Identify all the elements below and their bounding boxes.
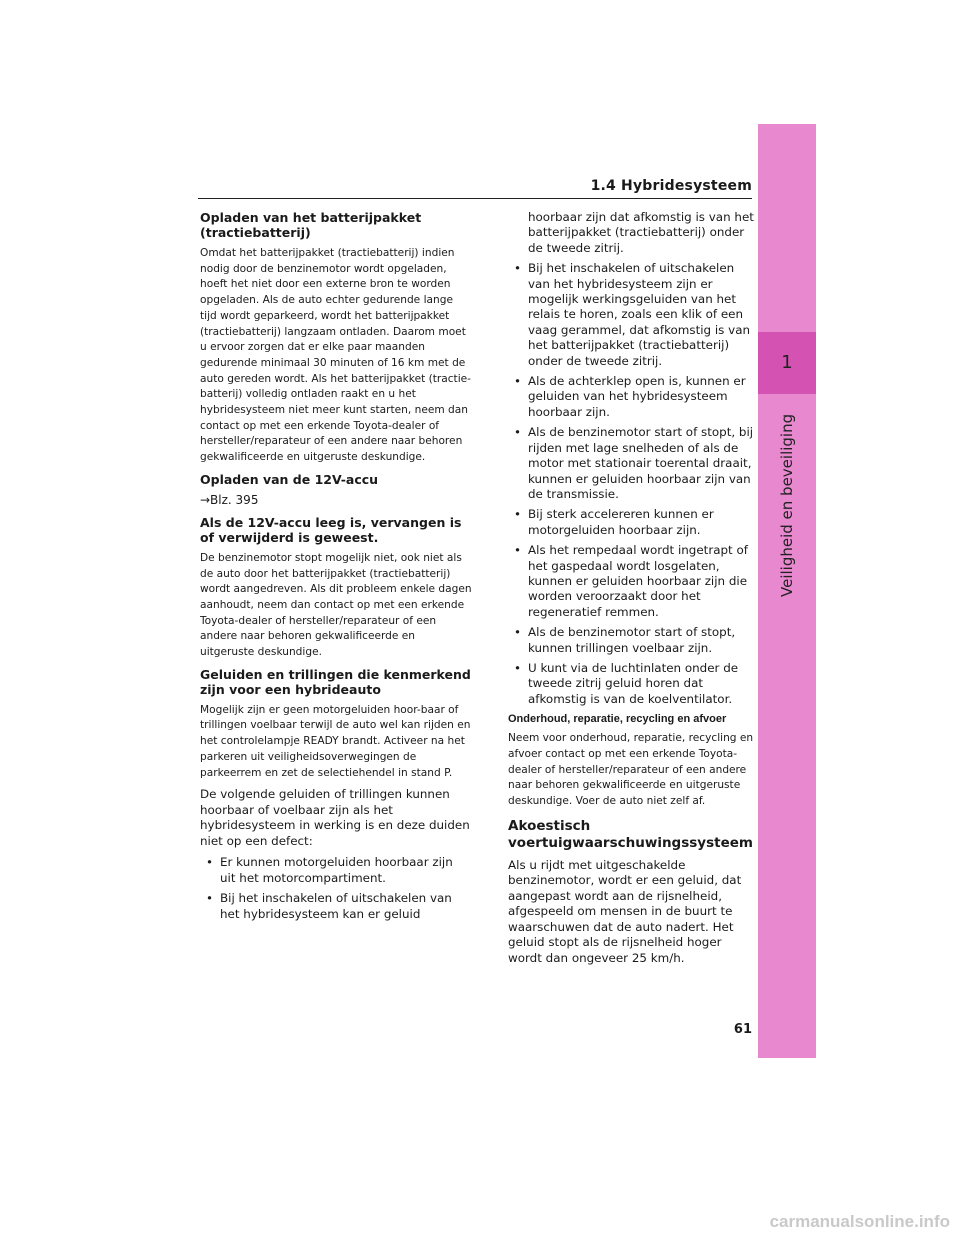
section-header: 1.4 Hybridesysteem	[590, 178, 752, 194]
page-reference: →Blz. 395	[200, 492, 259, 507]
paragraph-12v-battery-empty: De benzinemotor stopt mogelijk niet, ook niet als de auto door het batterijpakket (tractiebatterij) wordt aangedreven. Als dit probleem enkele dagen aanhoudt, neem dan contact op met een erkende Toyota-dealer of hersteller/reparateur of een andere naar behoren gekwalificeerde en uitgeruste deskundige.	[200, 551, 472, 659]
heading-12v-battery-empty: Als de 12V-accu leeg is, vervangen is of verwijderd is geweest.	[200, 514, 462, 545]
list-item: • Als de benzinemotor start of stopt, bij rijden met lage snelheden of als de motor met stationair toerental draait, kunnen er geluiden hoorbaar zijn van de transmissie.	[508, 425, 754, 502]
left-column	[200, 210, 472, 927]
heading-maintenance: Onderhoud, reparatie, recycling en afvoer	[508, 713, 727, 726]
chapter-side-tab	[758, 124, 816, 1058]
paragraph-sounds-intro: De volgende geluiden of trillingen kunnen hoorbaar of voelbaar zijn als het hybridesysteem in werking is en deze duiden niet op een defect:	[200, 787, 470, 848]
heading-charging-traction-battery: Opladen van het batterijpakket (tractiebatterij)	[200, 210, 422, 240]
paragraph-acoustic-warning-system: Als u rijdt met uitgeschakelde benzinemotor, wordt er een geluid, dat aangepast wordt aan de rijsnelheid, afgespeeld om mensen in de buurt te waarschuwen dat de auto nadert. Het geluid stopt als de rijsnelheid hoger wordt dan ongeveer 25 km/h.	[508, 857, 742, 965]
list-item: • Bij het inschakelen of uitschakelen van het hybridesysteem zijn er mogelijk werkingsgeluiden van het relais te horen, zoals een klik of een vaag gerammel, dat afkomstig is van het batterijpakket (tractiebatterij) onder de tweede zitrij.	[508, 261, 754, 369]
list-item: • Als het rempedaal wordt ingetrapt of het gaspedaal wordt losgelaten, kunnen er geluiden hoorbaar zijn die worden veroorzaakt door het regeneratief remmen.	[508, 543, 754, 620]
paragraph-charging-traction-battery: Omdat het batterijpakket (tractiebatterij) indien nodig door de benzinemotor wordt opgeladen, hoeft het niet door een externe bron te worden opgeladen. Als de auto echter gedurende lange tijd wordt geparkeerd, wordt het batterijpakket (tractiebatterij) langzaam ontladen. Daarom moet u ervoor zorgen dat er elke paar maanden gedurende minimaal 30 minuten of 16 km met de auto gereden wordt. Als het batterijpakket (tractie-batterij) volledig ontladen raakt en u het hybridesysteem niet meer kunt starten, neem dan contact op met een erkende Toyota-dealer of hersteller/reparateur of een andere naar behoren gekwalificeerde en uitgeruste deskundige.	[200, 247, 471, 464]
paragraph-maintenance: Neem voor onderhoud, reparatie, recycling en afvoer contact op met een erkende Toyota-dealer of hersteller/reparateur of een andere naar behoren gekwalificeerde en uitgeruste deskundige. Voer de auto niet zelf af.	[508, 732, 754, 807]
chapter-label: Veiligheid en beveiliging	[778, 414, 796, 598]
list-item: • Bij sterk accelereren kunnen er motorgeluiden hoorbaar zijn.	[508, 507, 754, 538]
sounds-list-right	[508, 261, 754, 707]
sounds-list-left	[200, 855, 472, 922]
paragraph-sounds-note: Mogelijk zijn er geen motorgeluiden hoor-baar of trillingen voelbaar terwijl de auto wel kan rijden en het controlelampje READY brandt. Activeer na het parkeren uit veiligheidsoverwegingen de parkeerrem en zet de selectiehendel in stand P.	[200, 703, 471, 779]
list-item: • Bij het inschakelen of uitschakelen van het hybridesysteem kan er geluid	[200, 891, 472, 922]
heading-charging-12v-battery: Opladen van de 12V-accu	[200, 471, 379, 487]
right-column	[508, 210, 754, 972]
list-item: • Er kunnen motorgeluiden hoorbaar zijn uit het motorcompartiment.	[200, 855, 472, 886]
heading-acoustic-warning-system: Akoestisch voertuigwaarschuwingssysteem	[508, 817, 753, 851]
list-item: • Als de achterklep open is, kunnen er geluiden van het hybridesysteem hoorbaar zijn.	[508, 374, 754, 420]
header-rule	[198, 198, 752, 199]
list-item: • U kunt via de luchtinlaten onder de tweede zitrij geluid horen dat afkomstig is van de koelventilator.	[508, 661, 754, 707]
list-item: • Als de benzinemotor start of stopt, kunnen trillingen voelbaar zijn.	[508, 625, 754, 656]
heading-sounds-vibrations: Geluiden en trillingen die kenmerkend zijn voor een hybrideauto	[200, 666, 471, 697]
list-item-continuation: hoorbaar zijn dat afkomstig is van het batterijpakket (tractiebatterij) onder de tweede zitrij.	[528, 210, 754, 255]
page-number: 61	[733, 1022, 752, 1037]
chapter-number: 1	[758, 332, 816, 394]
watermark-logo: carmanualsonline.info	[769, 1212, 950, 1231]
